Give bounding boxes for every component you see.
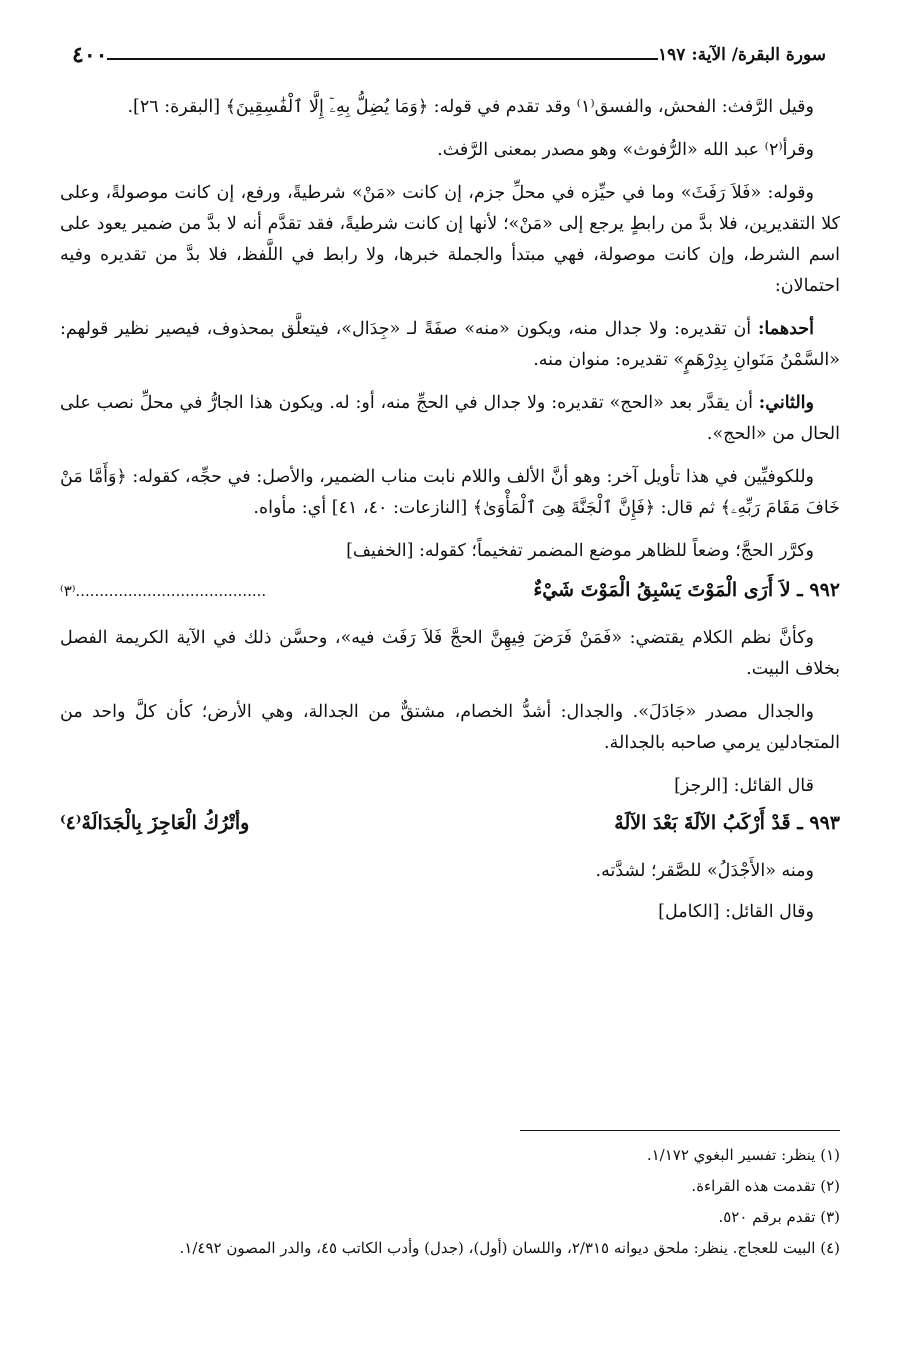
surah-title: سورة البقرة/ الآية: ١٩٧ [658, 45, 826, 65]
paragraph-repetition: وكرَّر الحجَّ؛ وضعاً للظاهر موضع المضمر تفخيماً؛ كقوله: [الخفيف] [346, 541, 814, 561]
rubric-rajaz: قال القائل: [الرجز] [674, 776, 814, 796]
first-possibility-text: أن تقديره: ولا جدال منه، ويكون «منه» صفَةً لـ «جِدَال»، فيتعلَّق بمحذوف، فيصير نظير قولهم: «السَّمْنُ مَنَوانِ بِدِرْهَمٍ» تقديره: منوان منه. [60, 319, 840, 370]
verse-993-second: وأتْرُكُ الْعَاجِزَ بِالْجَدَالَهْ⁽٤⁾ [60, 812, 250, 834]
footnote-4: (٤) البيت للعجاج. ينظر: ملحق ديوانه ٢/٣١٥، واللسان (أول)، (جدل) وأدب الكاتب ٤٥، والدر المصون ١/٤٩٢. [179, 1239, 840, 1257]
rubric-kamil: وقال القائل: [الكامل] [658, 902, 814, 922]
second-possibility-text: أن يقدَّر بعد «الحج» تقديره: ولا جدال في الحجِّ منه، أو: له. ويكون هذا الجارُّ في محلِّ نصب على الحال من «الحج». [60, 393, 840, 444]
line-ajdal: ومنه «الأَجْدَلُ» للصَّقر؛ لشدَّته. [595, 861, 814, 881]
header-rule [107, 58, 658, 60]
verse-992-text: ٩٩٢ ـ لاَ أَرَى الْمَوْتَ يَسْبِقُ الْمَوْتَ شَيْءٌ [533, 579, 840, 601]
footnotes [60, 1140, 840, 1264]
page-number: ٤٠٠ [72, 42, 108, 68]
footnote-3: (٣) تقدم برقم ٥٢٠. [718, 1208, 840, 1226]
paragraph-reading-abdullah: وقرأ⁽٢⁾ عبد الله «الرُّفوث» وهو مصدر بمعنى الرَّفث. [437, 140, 814, 160]
page-body [60, 92, 840, 938]
footnote-rule [520, 1130, 840, 1131]
label-first: أحدهما: [757, 319, 814, 339]
verse-993-first: ٩٩٣ ـ قَدْ أَرْكَبُ الآلَةَ بَعْدَ الآلَهْ [614, 812, 840, 834]
footnote-2: (٢) تقدمت هذه القراءة. [691, 1177, 840, 1195]
paragraph-kufans: وللكوفيِّين في هذا تأويل آخر: وهو أنَّ الألف واللام نابت مناب الضمير، والأصل: في حجِّه، كقوله: ﴿وَأَمَّا مَنْ خَافَ مَقَامَ رَبِّهِۦ﴾ ثم قال: ﴿فَإِنَّ ٱلْجَنَّةَ هِىَ ٱلْمَأْوَىٰ﴾ [النازعات: ٤٠، ٤١] أي: مأواه. [60, 467, 840, 518]
label-second: والثاني: [758, 393, 814, 413]
paragraph-jidal: والجدال مصدر «جَادَلَ». والجدال: أشدُّ الخصام، مشتقٌّ من الجدالة، وهي الأرض؛ كأن كلَّ واحد من المتجادلين يرمي صاحبه بالجدالة. [60, 702, 840, 753]
book-page [60, 40, 840, 1340]
page-header [60, 40, 840, 70]
verse-993 [60, 812, 840, 846]
paragraph-rafath-meaning: وقيل الرَّفث: الفحش، والفسق⁽١⁾ وقد تقدم في قوله: ﴿وَمَا يُضِلُّ بِهِۦٓ إِلَّا ٱلْفَٰسِقِينَ﴾ [البقرة: ٢٦]. [127, 97, 814, 117]
paragraph-nazm: وكأنَّ نظم الكلام يقتضي: «فَمَنْ فَرَضَ فِيهِنَّ الحجَّ فَلاَ رَفَث فيه»، وحسَّن ذلك في الآية الكريمة الفصل بخلاف البيت. [60, 628, 840, 679]
verse-992-dots: ........................................⁽٣⁾ [60, 582, 267, 600]
verse-992 [60, 579, 840, 613]
paragraph-second-possibility [60, 388, 840, 450]
footnote-1: (١) ينظر: تفسير البغوي ١/١٧٢. [646, 1146, 840, 1164]
paragraph-grammar: وقوله: «فَلاَ رَفَثَ» وما في حيِّزه في محلِّ جزم، إن كانت «مَنْ» شرطيةً، ورفع، إن كانت موصولةً، وعلى كلا التقديرين، فلا بدَّ من رابطٍ يرجع إلى «مَنْ»؛ لأنها إن كانت شرطيةً، فقد تقدَّم أنه لا بدَّ من ضمير يعود على اسم الشرط، وإن كانت موصولة، فهي مبتدأ والجملة خبرها، ولا رابط في اللَّفظ، فلا بدَّ من تقديره وفيه احتمالان: [60, 183, 840, 296]
paragraph-first-possibility [60, 314, 840, 376]
